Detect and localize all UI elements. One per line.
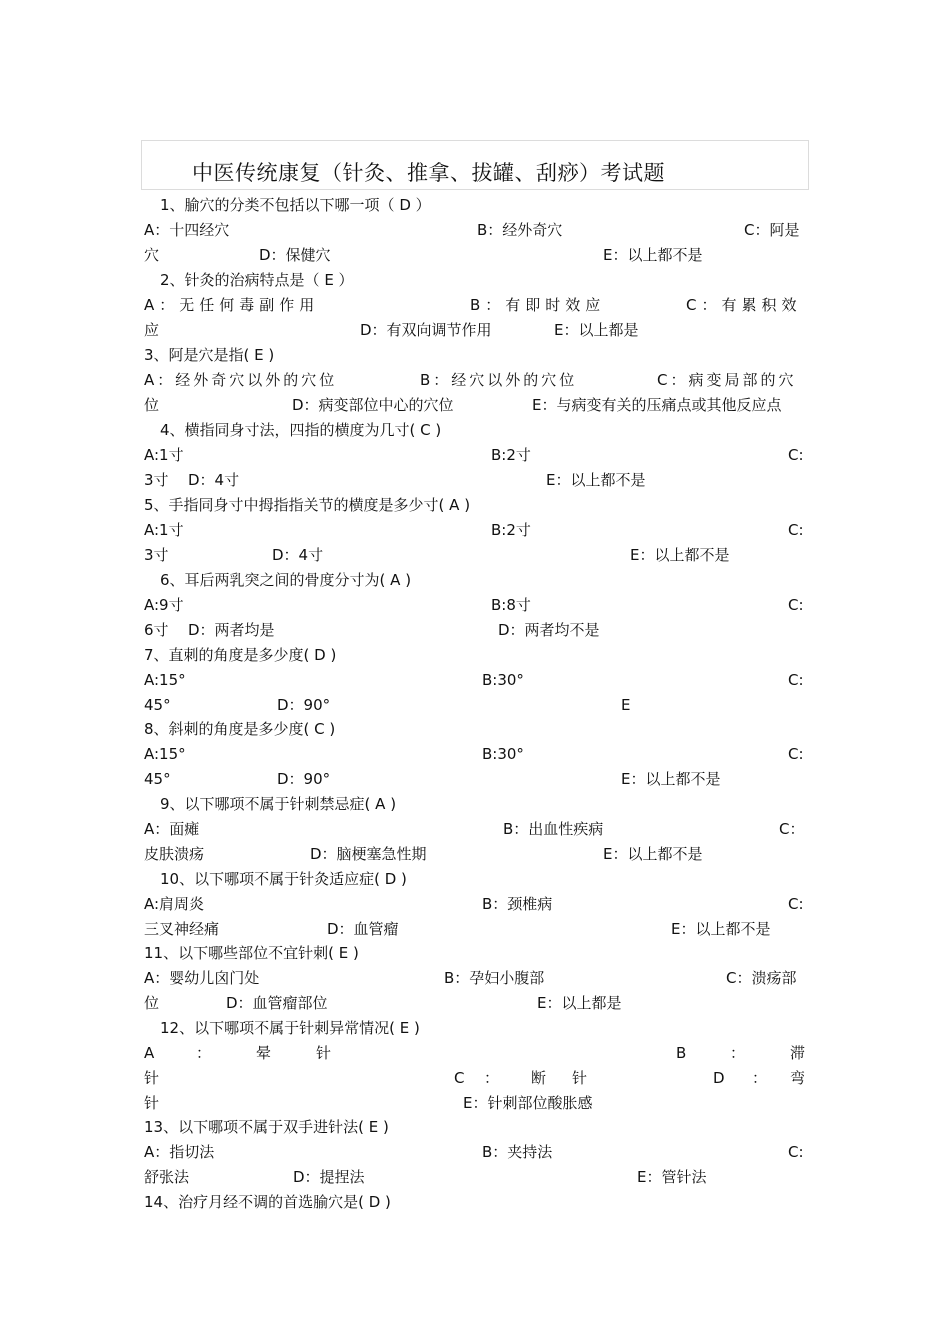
q4-option-a: A:1寸 [144,446,184,464]
q12-option-b-char2: 针 [144,1069,160,1087]
q6-option-e: D：两者均不是 [498,621,600,639]
q12-option-c-colon: ： [484,1069,500,1087]
q4-option-d: D：4寸 [188,471,240,489]
q1-option-b: B：经外奇穴 [477,221,563,239]
q5-option-d: D：4寸 [272,546,324,564]
q12-option-b-colon: ： [730,1044,746,1062]
q9-option-d: D：脑梗塞急性期 [310,845,427,863]
q8-option-d: D：90° [277,770,331,788]
q11-option-e: E：以上都是 [537,994,622,1012]
q2-option-c: C：有累积效 [686,296,802,314]
q12-option-a-char1: 晕 [256,1044,272,1062]
question-6: 6、耳后两乳突之间的骨度分寸为( A ) [160,571,412,589]
question-10: 10、以下哪项不属于针灸适应症( D ) [160,870,407,888]
question-1: 1、腧穴的分类不包括以下哪一项（ D ） [160,196,431,214]
page-title: 中医传统康复（针灸、推拿、拔罐、刮痧）考试题 [192,161,665,185]
q10-option-a: A:肩周炎 [144,895,205,913]
q10-option-b: B：颈椎病 [482,895,553,913]
q8-option-c-cont: 45° [144,770,171,788]
q7-option-c-cont: 45° [144,696,171,714]
q3-option-b: B：经穴以外的穴位 [420,371,578,389]
q2-option-c-cont: 应 [144,321,160,339]
q12-option-d-colon: ： [752,1069,768,1087]
q5-option-e: E：以上都不是 [630,546,730,564]
q8-option-a: A:15° [144,745,186,763]
q8-option-b: B:30° [482,745,524,763]
q13-option-e: E：管针法 [637,1168,707,1186]
q8-option-c: C: [788,745,804,763]
q6-option-c: C: [788,596,804,614]
q12-option-e: E：针刺部位酸胀感 [463,1094,593,1112]
q9-option-b: B：出血性疾病 [503,820,604,838]
q13-option-d: D：提捏法 [293,1168,365,1186]
question-3: 3、阿是穴是指( E ) [144,346,275,364]
q2-option-a: A：无任何毒副作用 [144,296,320,314]
q13-option-c: C: [788,1143,804,1161]
q12-option-d-letter: D [713,1069,725,1087]
q2-option-d: D：有双向调节作用 [360,321,492,339]
q2-option-b: B：有即时效应 [470,296,606,314]
q3-option-c-cont: 位 [144,396,160,414]
q11-option-a: A：婴幼儿囟门处 [144,969,260,987]
question-13: 13、以下哪项不属于双手进针法( E ) [144,1118,389,1136]
q7-option-e: E [621,696,631,714]
q7-option-d: D：90° [277,696,331,714]
q13-option-a: A：指切法 [144,1143,215,1161]
q7-option-a: A:15° [144,671,186,689]
q12-option-d-char2: 针 [144,1094,160,1112]
q7-option-c: C: [788,671,804,689]
q12-option-a-char2: 针 [316,1044,332,1062]
q10-option-d: D：血管瘤 [327,920,399,938]
q4-option-b: B:2寸 [491,446,531,464]
q9-option-a: A：面瘫 [144,820,200,838]
q5-option-a: A:1寸 [144,521,184,539]
q5-option-b: B:2寸 [491,521,531,539]
q12-option-a-letter: A [144,1044,155,1062]
q10-option-c: C: [788,895,804,913]
q11-option-c: C：溃疡部 [726,969,797,987]
q3-option-d: D：病变部位中心的穴位 [292,396,454,414]
q1-option-a: A：十四经穴 [144,221,230,239]
q4-option-e: E：以上都不是 [546,471,646,489]
q3-option-c: C：病变局部的穴 [657,371,797,389]
question-7: 7、直刺的角度是多少度( D ) [144,646,337,664]
q13-option-c-cont: 舒张法 [144,1168,190,1186]
q11-option-b: B：孕妇小腹部 [444,969,545,987]
q13-option-b: B：夹持法 [482,1143,553,1161]
q8-option-e: E：以上都不是 [621,770,721,788]
question-11: 11、以下哪些部位不宜针刺( E ) [144,944,359,962]
q12-option-d-char1: 弯 [790,1069,806,1087]
q9-option-c: C： [779,820,805,838]
q12-option-b-letter: B [676,1044,687,1062]
q6-option-c-cont: 6寸 [144,621,169,639]
q6-option-d: D：两者均是 [188,621,275,639]
q4-option-c: C: [788,446,804,464]
q2-option-e: E：以上都是 [554,321,639,339]
q10-option-e: E：以上都不是 [671,920,771,938]
q4-option-c-cont: 3寸 [144,471,169,489]
question-8: 8、斜刺的角度是多少度( C ) [144,720,336,738]
q6-option-a: A:9寸 [144,596,184,614]
q11-option-d: D：血管瘤部位 [226,994,328,1012]
q5-option-c-cont: 3寸 [144,546,169,564]
q10-option-c-cont: 三叉神经痛 [144,920,220,938]
question-4: 4、横指同身寸法，四指的横度为几寸( C ) [160,421,442,439]
q1-option-e: E：以上都不是 [603,246,703,264]
q12-option-c-letter: C [454,1069,465,1087]
question-14: 14、治疗月经不调的首选腧穴是( D ) [144,1193,391,1211]
q1-option-d: D：保健穴 [259,246,331,264]
q12-option-c-char2: 针 [572,1069,588,1087]
q3-option-e: E：与病变有关的压痛点或其他反应点 [532,396,782,414]
q1-option-c-cont: 穴 [144,246,160,264]
q9-option-c-cont: 皮肤溃疡 [144,845,205,863]
q6-option-b: B:8寸 [491,596,531,614]
q12-option-a-colon: ： [196,1044,212,1062]
q3-option-a: A：经外奇穴以外的穴位 [144,371,338,389]
q12-option-c-char1: 断 [531,1069,547,1087]
q11-option-c-cont: 位 [144,994,160,1012]
q5-option-c: C: [788,521,804,539]
q7-option-b: B:30° [482,671,524,689]
question-12: 12、以下哪项不属于针刺异常情况( E ) [160,1019,420,1037]
question-5: 5、手指同身寸中拇指指关节的横度是多少寸( A ) [144,496,471,514]
q12-option-b-char1: 滞 [790,1044,806,1062]
q1-option-c: C：阿是 [744,221,800,239]
q9-option-e: E：以上都不是 [603,845,703,863]
question-9: 9、以下哪项不属于针刺禁忌症( A ) [160,795,397,813]
question-2: 2、针灸的治病特点是（ E ） [160,271,354,289]
